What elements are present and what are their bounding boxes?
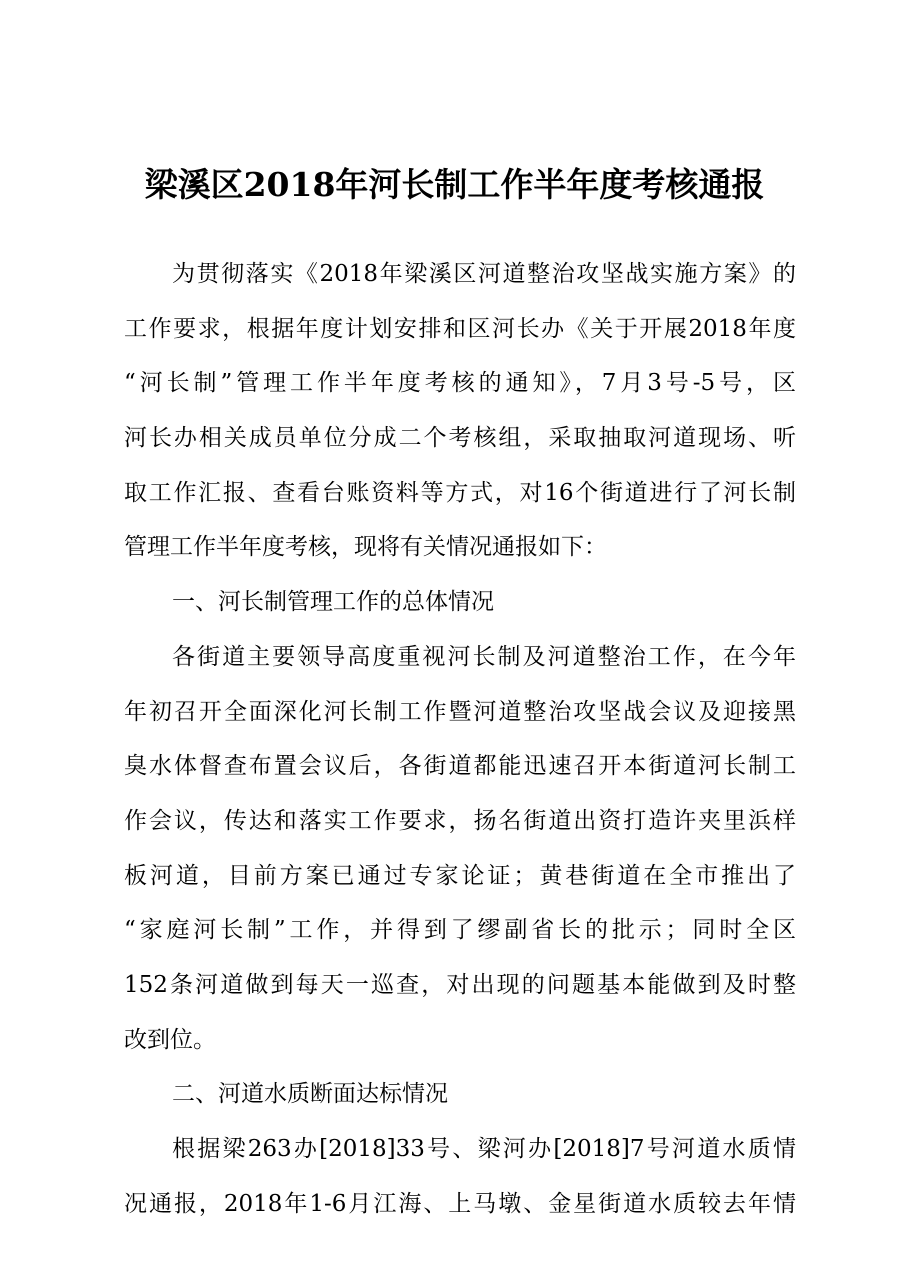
paragraph-line: 为贯彻落实《2018年梁溪区河道整治攻坚战实施方案》的 <box>172 261 796 287</box>
paragraph-line: 各街道主要领导高度重视河长制及河道整治工作，在今年 <box>172 643 796 670</box>
document-title: 梁溪区2018年河长制工作半年度考核通报 <box>144 165 765 204</box>
paragraph-line: 作会议，传达和落实工作要求，扬名街道出资打造许夹里浜样 <box>124 807 796 834</box>
paragraph-line: 根据梁263办[2018]33号、梁河办[2018]7号河道水质情 <box>172 1136 796 1162</box>
paragraph-line: 工作要求，根据年度计划安排和区河长办《关于开展2018年度 <box>124 315 796 342</box>
paragraph-line: 管理工作半年度考核，现将有关情况通报如下： <box>124 534 607 561</box>
paragraph-line: 年初召开全面深化河长制工作暨河道整治攻坚战会议及迎接黑 <box>124 698 796 725</box>
section-heading: 一、河长制管理工作的总体情况 <box>172 589 494 616</box>
paragraph-line: 河长办相关成员单位分成二个考核组，采取抽取河道现场、听 <box>124 425 796 452</box>
paragraph-line: 板河道，目前方案已通过专家论证；黄巷街道在全市推出了 <box>124 862 796 889</box>
paragraph-line: 152条河道做到每天一巡查，对出现的问题基本能做到及时整 <box>124 971 796 998</box>
section-heading: 二、河道水质断面达标情况 <box>172 1081 448 1108</box>
paragraph-line: 臭水体督查布置会议后，各街道都能迅速召开本街道河长制工 <box>124 753 796 780</box>
paragraph-line: 况通报，2018年1-6月江海、上马墩、金星街道水质较去年情 <box>124 1190 796 1217</box>
paragraph-line: 改到位。 <box>124 1026 216 1053</box>
paragraph-line: “河长制”管理工作半年度考核的通知》，7月3号-5号，区 <box>124 370 796 397</box>
paragraph-line: 取工作汇报、查看台账资料等方式，对16个街道进行了河长制 <box>124 479 796 506</box>
document-body <box>124 247 796 1231</box>
paragraph-line: “家庭河长制”工作，并得到了缪副省长的批示；同时全区 <box>124 917 796 944</box>
